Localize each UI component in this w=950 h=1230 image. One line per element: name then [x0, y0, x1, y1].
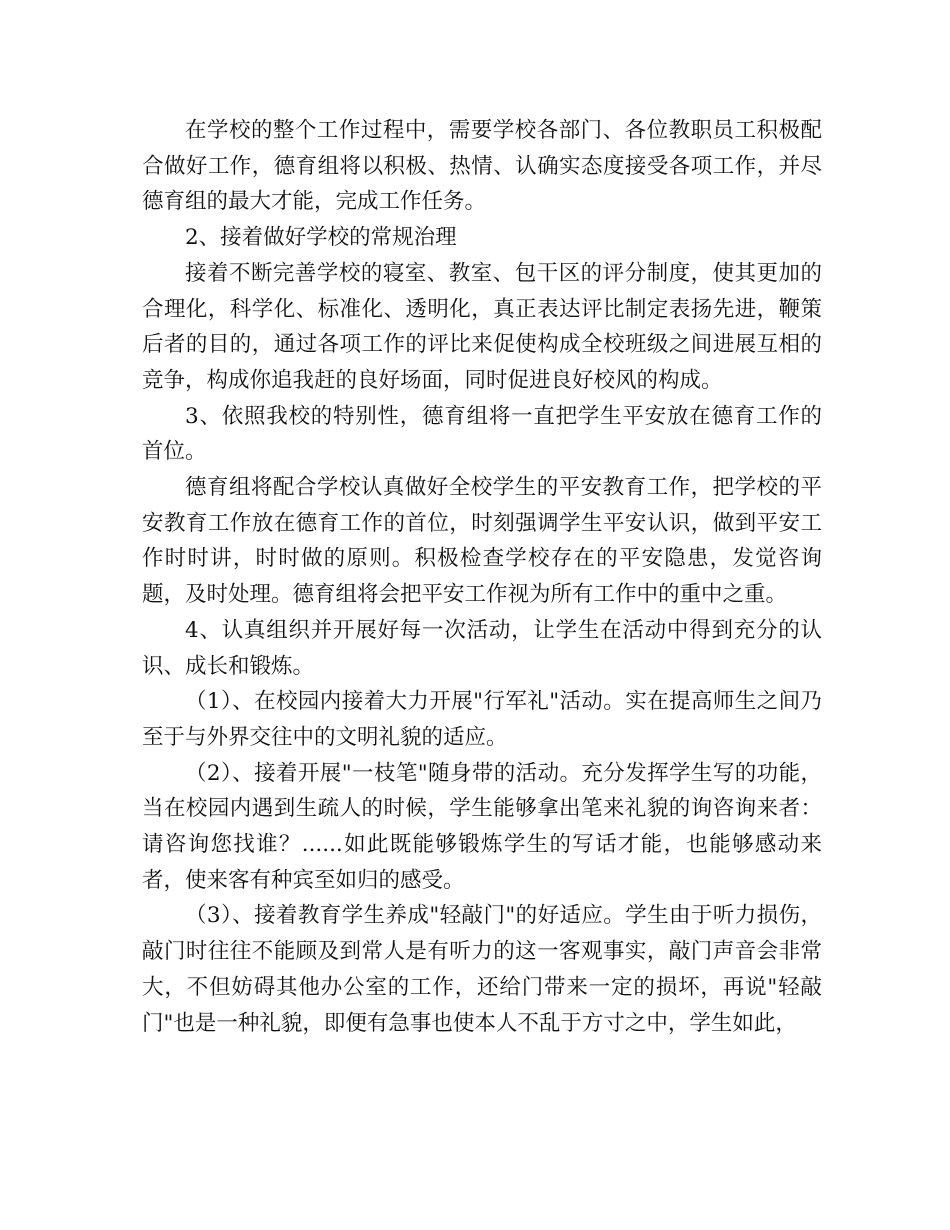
- paragraph-scoring-system: 接着不断完善学校的寝室、教室、包干区的评分制度，使其更加的合理化，科学化、标准化、透明化，真正表达评比制定表扬先进，鞭策后者的目的，通过各项工作的评比来促使构成全校班级之间进展互相的竞争，构成你追我赶的良好场面，同时促进良好校风的构成。: [142, 260, 822, 393]
- paragraph-item-1: （1）、在校园内接着大力开展"行军礼"活动。实在提高师生之间乃至于与外界交往中的文明礼貌的适应。: [142, 689, 822, 750]
- document-body: [142, 113, 822, 1041]
- paragraph-heading-2: 2、接着做好学校的常规治理: [185, 225, 457, 251]
- paragraph-safety-education: 德育组将配合学校认真做好全校学生的平安教育工作，把学校的平安教育工作放在德育工作的首位，时刻强调学生平安认识，做到平安工作时时讲，时时做的原则。积极检查学校存在的平安隐患，发觉咨询题，及时处理。德育组将会把平安工作视为所有工作中的重中之重。: [142, 475, 822, 608]
- paragraph-intro: 在学校的整个工作过程中，需要学校各部门、各位教职员工积极配合做好工作，德育组将以积极、热情、认确实态度接受各项工作，并尽德育组的最大才能，完成工作任务。: [142, 118, 822, 215]
- paragraph-item-2: （2）、接着开展"一枝笔"随身带的活动。充分发挥学生写的功能，当在校园内遇到生疏人的时候，学生能够拿出笔来礼貌的询咨询来者：请咨询您找谁？......如此既能够锻炼学生的写话才能，也能够感动来者，使来客有种宾至如归的感受。: [142, 760, 822, 893]
- paragraph-heading-4: 4、认真组织并开展好每一次活动，让学生在活动中得到充分的认识、成长和锻炼。: [142, 617, 822, 679]
- paragraph-heading-3: 3、依照我校的特别性，德育组将一直把学生平安放在德育工作的首位。: [142, 403, 822, 465]
- paragraph-item-3: （3）、接着教育学生养成"轻敲门"的好适应。学生由于听力损伤，敲门时往往不能顾及到常人是有听力的这一客观事实，敲门声音会非常大，不但妨碍其他办公室的工作，还给门带来一定的损坏，再说"轻敲门"也是一种礼貌，即便有急事也使本人不乱于方寸之中，学生如此，: [142, 903, 822, 1036]
